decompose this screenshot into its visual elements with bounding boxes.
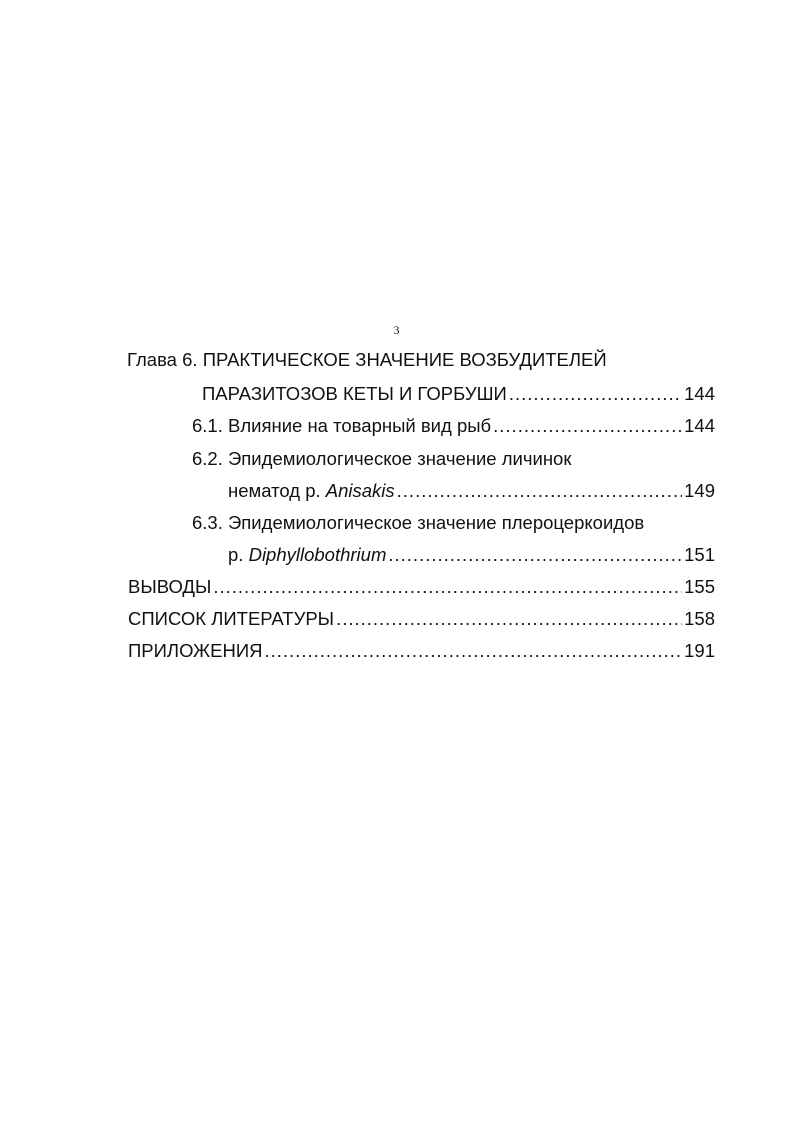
dot-leader [265, 639, 683, 663]
dot-leader [388, 543, 682, 567]
page-ref: 151 [684, 544, 715, 565]
toc-references [0, 607, 793, 631]
entry-label: ПРИЛОЖЕНИЯ [128, 640, 263, 661]
toc-section-6-3-heading [0, 511, 793, 535]
toc-appendices [0, 639, 793, 663]
page-ref: 149 [684, 480, 715, 501]
entry-label: ВЫВОДЫ [128, 576, 212, 597]
page-ref: 158 [684, 608, 715, 629]
page-ref: 191 [684, 640, 715, 661]
section-label: 6.3. Эпидемиологическое значение плероцеркоидов [192, 512, 645, 533]
dot-leader [397, 479, 682, 503]
toc-section-6-2-entry [0, 479, 793, 503]
section-label-cont: р. Diphyllobothrium [228, 544, 387, 565]
toc-section-6-3-entry [0, 543, 793, 567]
dot-leader [493, 414, 682, 438]
section-label: 6.1. Влияние на товарный вид рыб [192, 415, 492, 436]
page-ref: 144 [684, 415, 715, 436]
toc-section-6-2-heading [0, 447, 793, 471]
toc-conclusions [0, 575, 793, 599]
page-ref: 144 [684, 383, 715, 404]
chapter-title-line1: ПРАКТИЧЕСКОЕ ЗНАЧЕНИЕ ВОЗБУДИТЕЛЕЙ [202, 349, 607, 370]
chapter-prefix: Глава 6. [127, 349, 198, 370]
genus-name: Anisakis [325, 480, 395, 501]
dot-leader [509, 382, 682, 406]
entry-label: СПИСОК ЛИТЕРАТУРЫ [128, 608, 335, 629]
toc-section-6-1 [0, 414, 793, 438]
page-ref: 155 [684, 576, 715, 597]
section-label-cont: нематод р. Anisakis [228, 480, 395, 501]
chapter-title-line2: ПАРАЗИТОЗОВ КЕТЫ И ГОРБУШИ [202, 383, 507, 404]
toc-chapter-6-heading [0, 348, 793, 372]
dot-leader [336, 607, 682, 631]
toc-chapter-6-entry [0, 382, 793, 406]
dot-leader [213, 575, 682, 599]
page-number: 3 [393, 323, 400, 337]
section-label: 6.2. Эпидемиологическое значение личинок [192, 448, 572, 469]
genus-name: Diphyllobothrium [248, 544, 387, 565]
